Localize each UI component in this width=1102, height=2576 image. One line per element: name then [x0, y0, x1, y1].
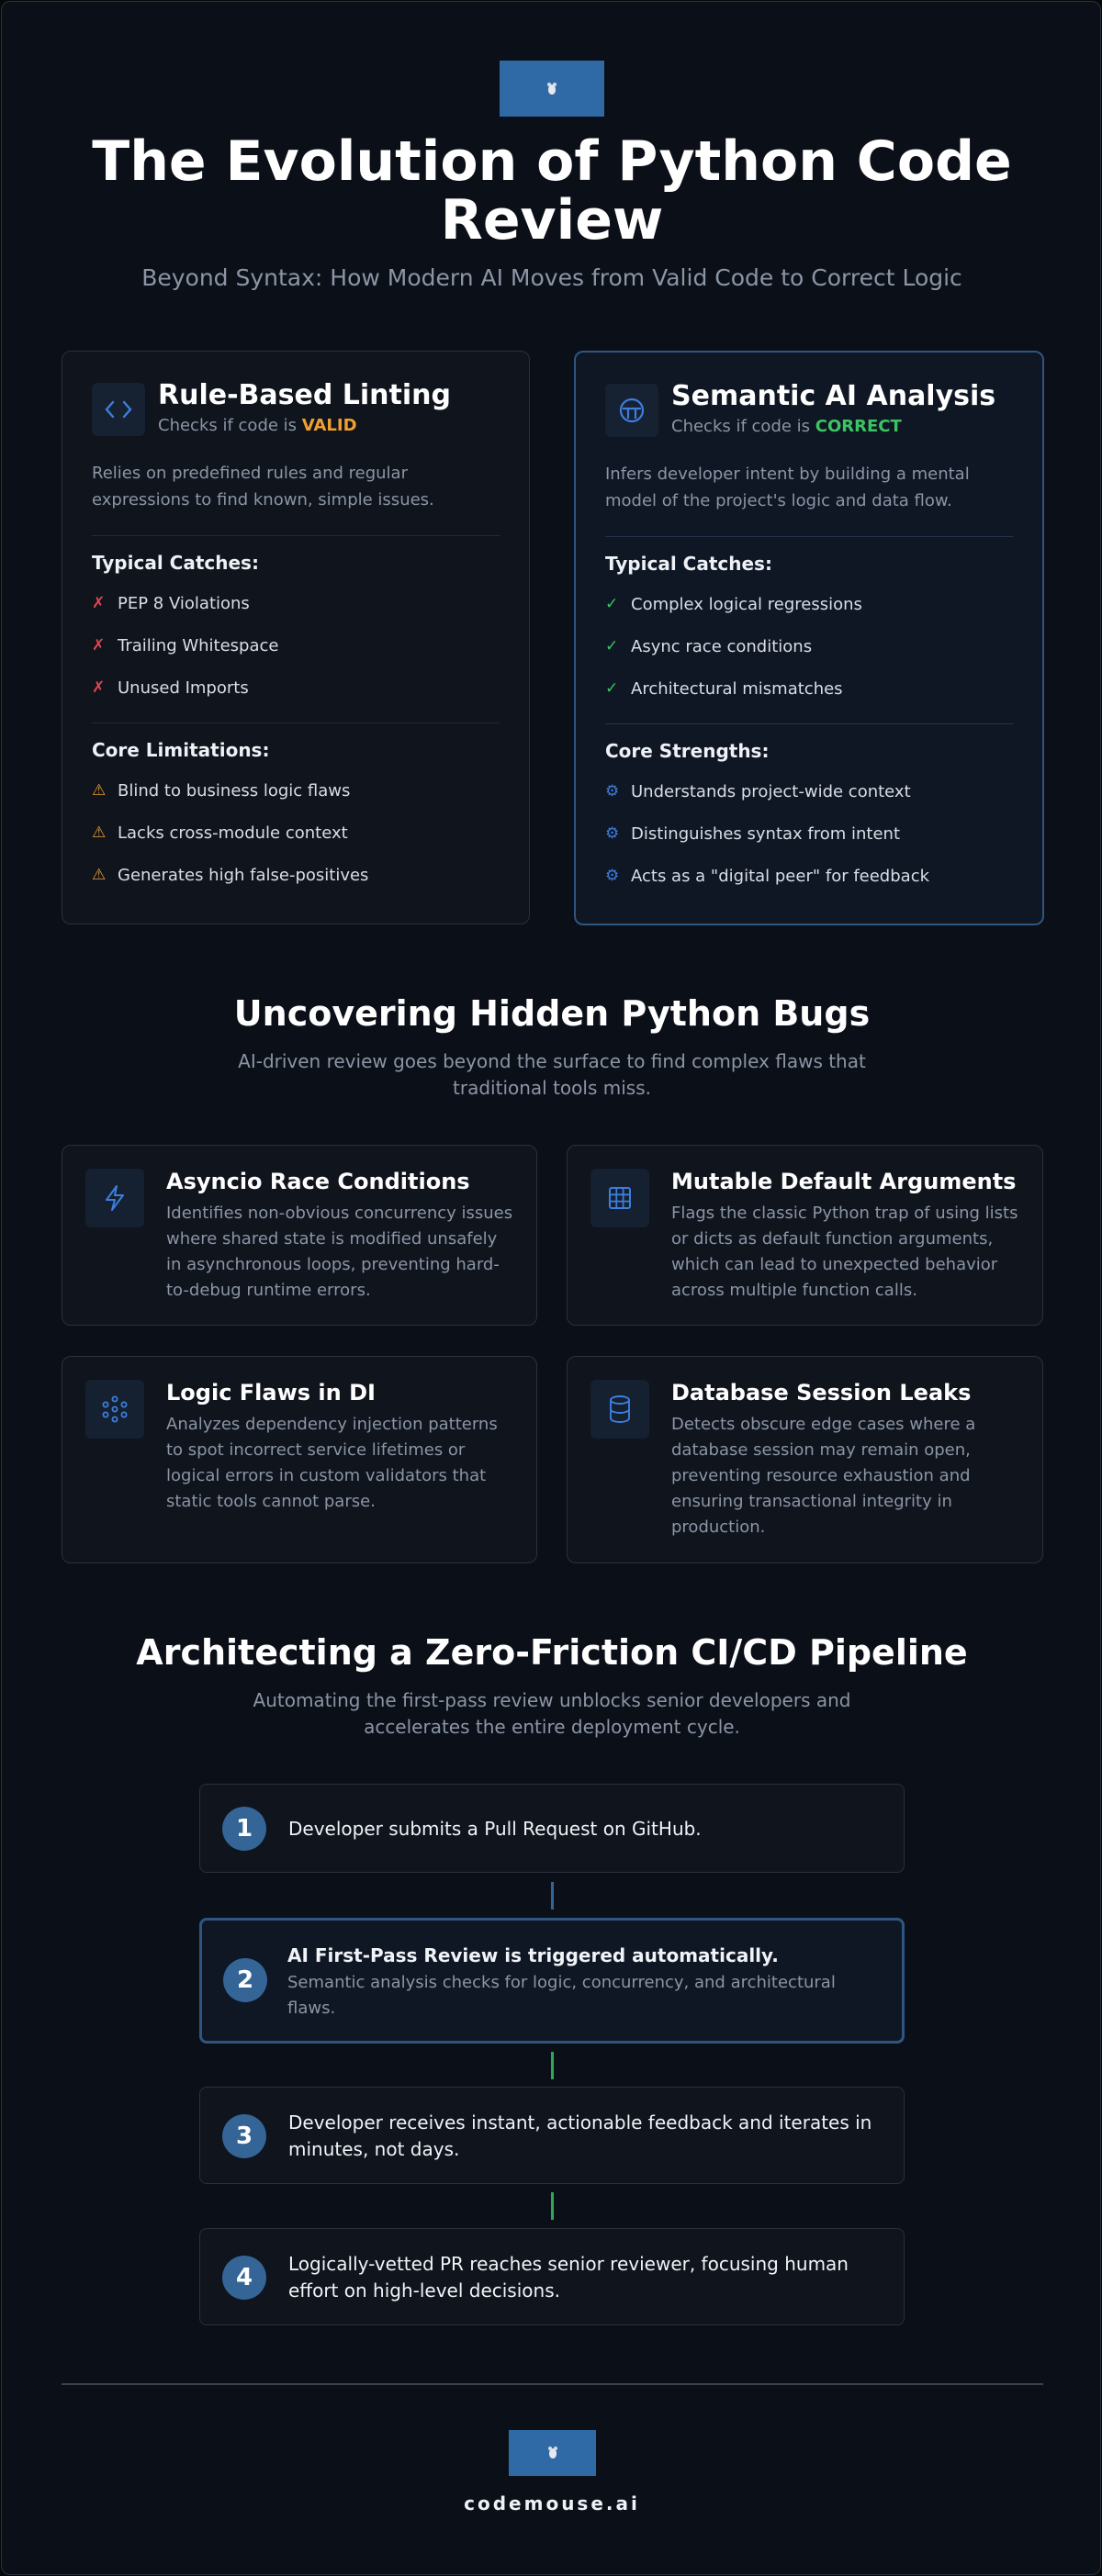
connector-line — [551, 2192, 554, 2220]
bug-title: Asyncio Race Conditions — [166, 1169, 470, 1194]
database-icon — [590, 1380, 649, 1439]
cross-icon: ✗ — [92, 594, 106, 612]
pipeline-step-2 — [199, 1918, 905, 2044]
step-number: 3 — [222, 2114, 266, 2158]
network-icon — [85, 1380, 144, 1439]
gear-icon: ⚙ — [605, 782, 620, 801]
cross-icon: ✗ — [92, 678, 106, 697]
list-item: ⚠ Blind to business logic flaws — [92, 780, 351, 801]
bug-title: Database Session Leaks — [671, 1380, 972, 1406]
semantic-title: Semantic AI Analysis — [671, 380, 996, 412]
pipeline-step-4 — [199, 2228, 905, 2325]
mouse-logo-icon — [546, 2446, 559, 2460]
correct-badge: CORRECT — [815, 417, 902, 436]
connector-line — [551, 2052, 554, 2079]
bug-card-asyncio — [62, 1145, 537, 1326]
pipeline-subtitle: Automating the first-pass review unblocks senior developers and accelerates the entire deployment cycle. — [253, 1689, 851, 1738]
divider — [605, 723, 1013, 724]
list-item: ⚙ Distinguishes syntax from intent — [605, 823, 901, 844]
step-text: Developer submits a Pull Request on GitHub. — [288, 1818, 702, 1840]
footer-divider — [62, 2383, 1043, 2385]
warning-icon: ⚠ — [92, 823, 107, 842]
divider — [92, 535, 500, 536]
brain-icon — [605, 384, 658, 437]
linting-catches-heading: Typical Catches: — [92, 552, 259, 574]
linting-description: Relies on predefined rules and regular expressions to find known, simple issues. — [92, 464, 434, 510]
list-item: ⚙ Understands project-wide context — [605, 781, 911, 801]
linting-title: Rule-Based Linting — [158, 379, 451, 411]
connector-line — [551, 1882, 554, 1910]
infographic-page — [1, 1, 1101, 2575]
step-detail: Semantic analysis checks for logic, concurrency, and architectural flaws. — [287, 1973, 836, 2018]
page-subtitle: Beyond Syntax: How Modern AI Moves from Valid Code to Correct Logic — [141, 264, 962, 291]
linting-card — [62, 351, 530, 924]
grid-icon — [590, 1169, 649, 1227]
list-item: ✗ PEP 8 Violations — [92, 593, 250, 613]
footer-logo — [509, 2430, 596, 2476]
check-icon: ✓ — [605, 637, 619, 655]
pipeline-step-3 — [199, 2087, 905, 2184]
check-icon: ✓ — [605, 679, 619, 698]
cross-icon: ✗ — [92, 636, 106, 655]
list-item: ✓ Async race conditions — [605, 636, 813, 656]
step-number: 1 — [222, 1807, 266, 1851]
semantic-strengths-heading: Core Strengths: — [605, 740, 770, 762]
mouse-logo-icon — [545, 82, 558, 96]
step-text: AI First-Pass Review is triggered automatically. — [287, 1944, 779, 1966]
step-number: 4 — [222, 2256, 266, 2300]
footer-brand: codemouse.ai — [464, 2492, 640, 2514]
list-item: ⚠ Lacks cross-module context — [92, 823, 348, 843]
bug-description: Detects obscure edge cases where a database session may remain open, preventing resource exhaustion and ensuring transactional integrity in production. — [671, 1415, 976, 1537]
list-item: ⚠ Generates high false-positives — [92, 865, 369, 885]
step-number: 2 — [223, 1958, 267, 2002]
list-item: ✗ Unused Imports — [92, 678, 249, 698]
linting-limits-heading: Core Limitations: — [92, 739, 270, 761]
bug-card-db-leaks — [567, 1356, 1043, 1563]
warning-icon: ⚠ — [92, 866, 107, 884]
list-item: ✗ Trailing Whitespace — [92, 635, 279, 655]
semantic-card — [574, 351, 1044, 925]
page-title: The Evolution of Python Code Review — [92, 129, 1012, 252]
gear-icon: ⚙ — [605, 867, 620, 885]
bug-title: Logic Flaws in DI — [166, 1380, 376, 1406]
bug-title: Mutable Default Arguments — [671, 1169, 1017, 1194]
semantic-checks: Checks if code is CORRECT — [671, 417, 902, 436]
list-item: ✓ Architectural mismatches — [605, 678, 843, 699]
warning-icon: ⚠ — [92, 781, 107, 800]
step-text: Developer receives instant, actionable feedback and iterates in minutes, not days. — [288, 2111, 872, 2160]
pipeline-title: Architecting a Zero-Friction CI/CD Pipeline — [136, 1632, 968, 1673]
bug-description: Analyzes dependency injection patterns to spot incorrect service lifetimes or logical errors in custom validators that static tools cannot parse. — [166, 1415, 498, 1511]
step-text: Logically-vetted PR reaches senior reviewer, focusing human effort on high-level decisions. — [288, 2253, 849, 2302]
semantic-catches-heading: Typical Catches: — [605, 553, 772, 575]
semantic-description: Infers developer intent by building a mental model of the project's logic and data flow. — [605, 465, 970, 510]
divider — [92, 722, 500, 723]
lightning-icon — [85, 1169, 144, 1227]
gear-icon: ⚙ — [605, 824, 620, 843]
pipeline-step-1 — [199, 1784, 905, 1873]
list-item: ⚙ Acts as a "digital peer" for feedback — [605, 866, 930, 886]
bug-description: Flags the classic Python trap of using lists or dicts as default function arguments, which can lead to unexpected behavior across multiple function calls. — [671, 1204, 1018, 1300]
list-item: ✓ Complex logical regressions — [605, 594, 862, 614]
divider — [605, 536, 1013, 537]
header-logo — [500, 61, 604, 117]
bug-card-mutable-defaults — [567, 1145, 1043, 1326]
bug-description: Identifies non-obvious concurrency issues where shared state is modified unsafely in asynchronous loops, preventing hard- to-debug runtime errors. — [166, 1204, 513, 1300]
linting-checks: Checks if code is VALID — [158, 416, 357, 435]
check-icon: ✓ — [605, 595, 619, 613]
valid-badge: VALID — [301, 416, 357, 435]
bugs-title: Uncovering Hidden Python Bugs — [233, 993, 871, 1034]
code-brackets-icon — [92, 383, 145, 436]
bug-card-di — [62, 1356, 537, 1563]
bugs-subtitle: AI-driven review goes beyond the surface to find complex flaws that traditional tools miss. — [238, 1050, 866, 1099]
